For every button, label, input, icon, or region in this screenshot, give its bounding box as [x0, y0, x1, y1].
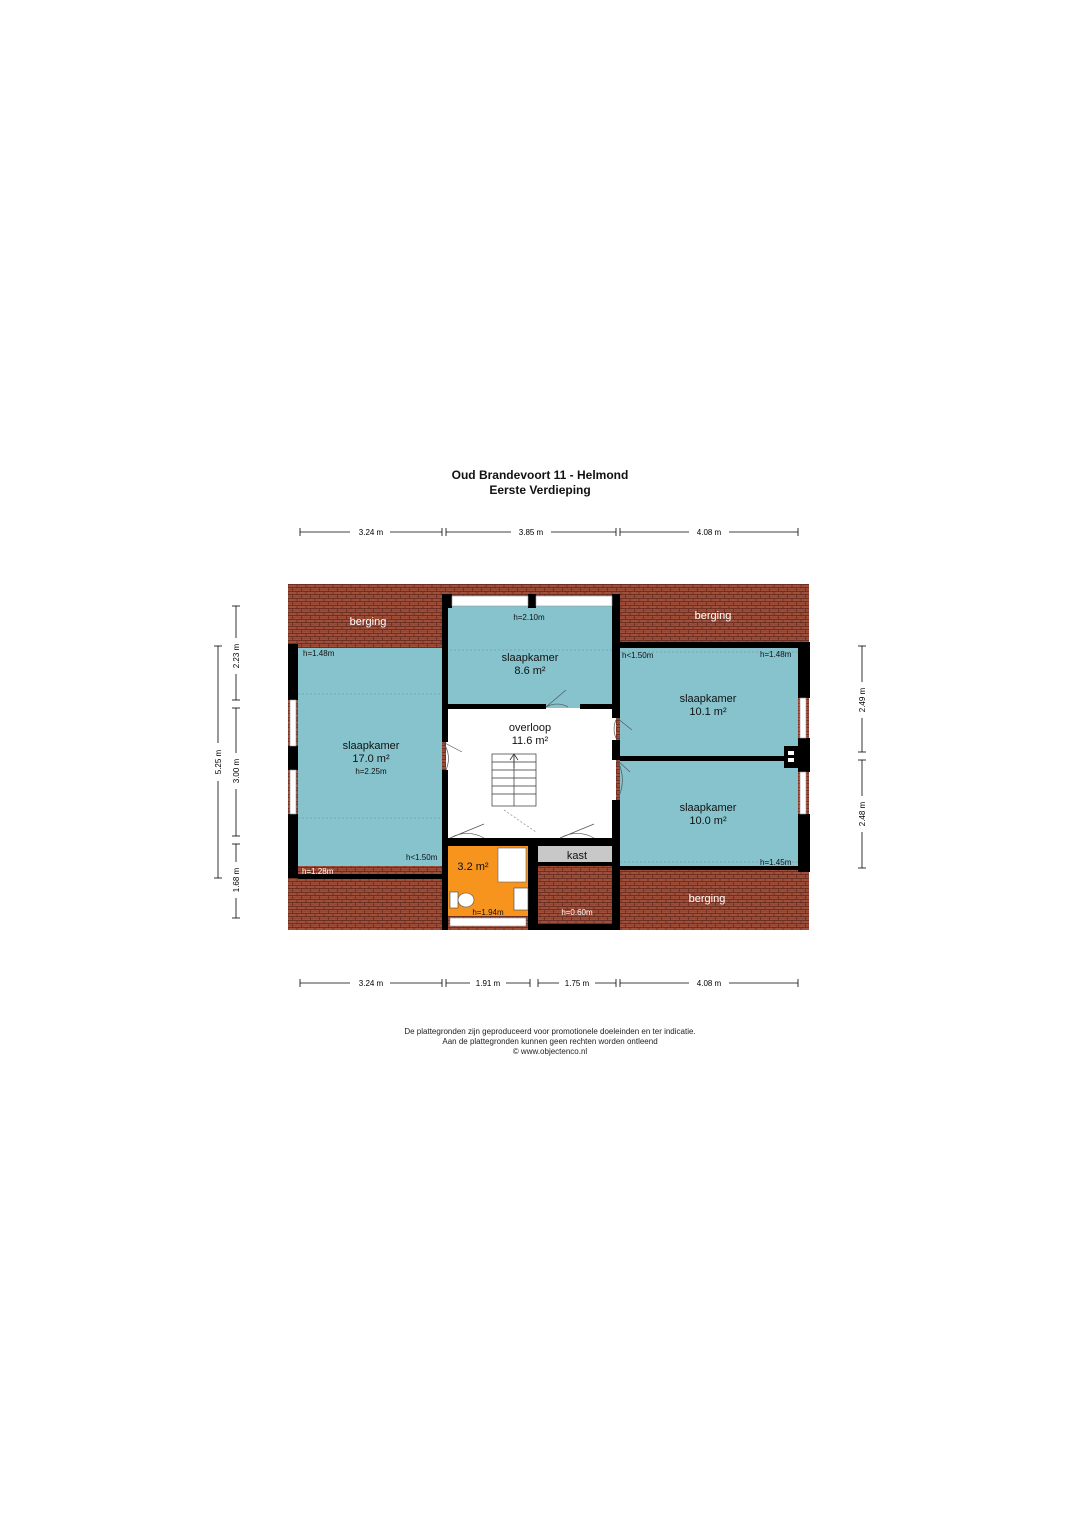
copyright-line: © www.objectenco.nl [512, 1047, 588, 1056]
dim-left-2: 3.00 m [232, 758, 241, 784]
dim-bottom-1: 3.24 m [358, 979, 384, 988]
dim-top-3: 4.08 m [696, 528, 722, 537]
bedroom-top-name: slaapkamer [501, 652, 559, 664]
plan-subtitle: Eerste Verdieping [489, 483, 591, 497]
dim-bottom-4: 4.08 m [696, 979, 722, 988]
landing-area: 11.6 m² [511, 735, 549, 747]
storage-top-left-name: berging [349, 616, 387, 628]
height-mid-top-right: h<1.50m [622, 651, 654, 660]
chimney-icon [784, 746, 798, 768]
bathroom-height: h=1.94m [472, 908, 504, 917]
storage-bottom-right-name: berging [688, 893, 726, 905]
bedroom-right-bottom-area: 10.0 m² [689, 815, 727, 827]
bathroom-area: 3.2 m² [457, 861, 489, 873]
storage-bottom-mid-height: h=0.60m [561, 908, 593, 917]
height-bottom-left: h=1.28m [302, 867, 334, 876]
storage-top-right-name: berging [694, 610, 732, 622]
dimension-lines-right [858, 646, 866, 868]
bedroom-left-name: slaapkamer [342, 740, 400, 752]
bedroom-right-top-name: slaapkamer [679, 693, 737, 705]
dim-top-2: 3.85 m [518, 528, 544, 537]
closet-name: kast [566, 850, 588, 862]
dim-top-1: 3.24 m [358, 528, 384, 537]
disclaimer-line-2: Aan de plattegronden kunnen geen rechten worden ontleend [442, 1037, 658, 1046]
bedroom-top-height: h=2.10m [513, 613, 545, 622]
sink-icon [514, 888, 528, 910]
bedroom-top-area: 8.6 m² [514, 665, 546, 677]
shower-icon [498, 848, 526, 882]
dim-left-1: 2.23 m [232, 643, 241, 669]
dim-bottom-2: 1.91 m [475, 979, 501, 988]
height-bottom-right: h=1.45m [760, 858, 792, 867]
plan-title: Oud Brandevoort 11 - Helmond [451, 468, 629, 482]
toilet-icon [450, 892, 474, 908]
bedroom-right-top-area: 10.1 m² [689, 706, 727, 718]
height-top-left: h=1.48m [303, 649, 335, 658]
bedroom-right-bottom-name: slaapkamer [679, 802, 737, 814]
disclaimer-line-1: De plattegronden zijn geproduceerd voor promotionele doeleinden en ter indicatie. [404, 1027, 696, 1036]
bedroom-left-height: h=2.25m [355, 767, 387, 776]
height-top-right: h=1.48m [760, 650, 792, 659]
landing-name: overloop [508, 722, 552, 734]
dim-right-2: 2.48 m [858, 801, 867, 827]
bedroom-left-area: 17.0 m² [352, 753, 390, 765]
dim-left-3: 1.68 m [232, 867, 241, 893]
dim-bottom-3: 1.75 m [564, 979, 590, 988]
height-left-room-bottom: h<1.50m [406, 853, 438, 862]
dim-left-total: 5.25 m [214, 749, 223, 775]
dim-right-1: 2.49 m [858, 687, 867, 713]
